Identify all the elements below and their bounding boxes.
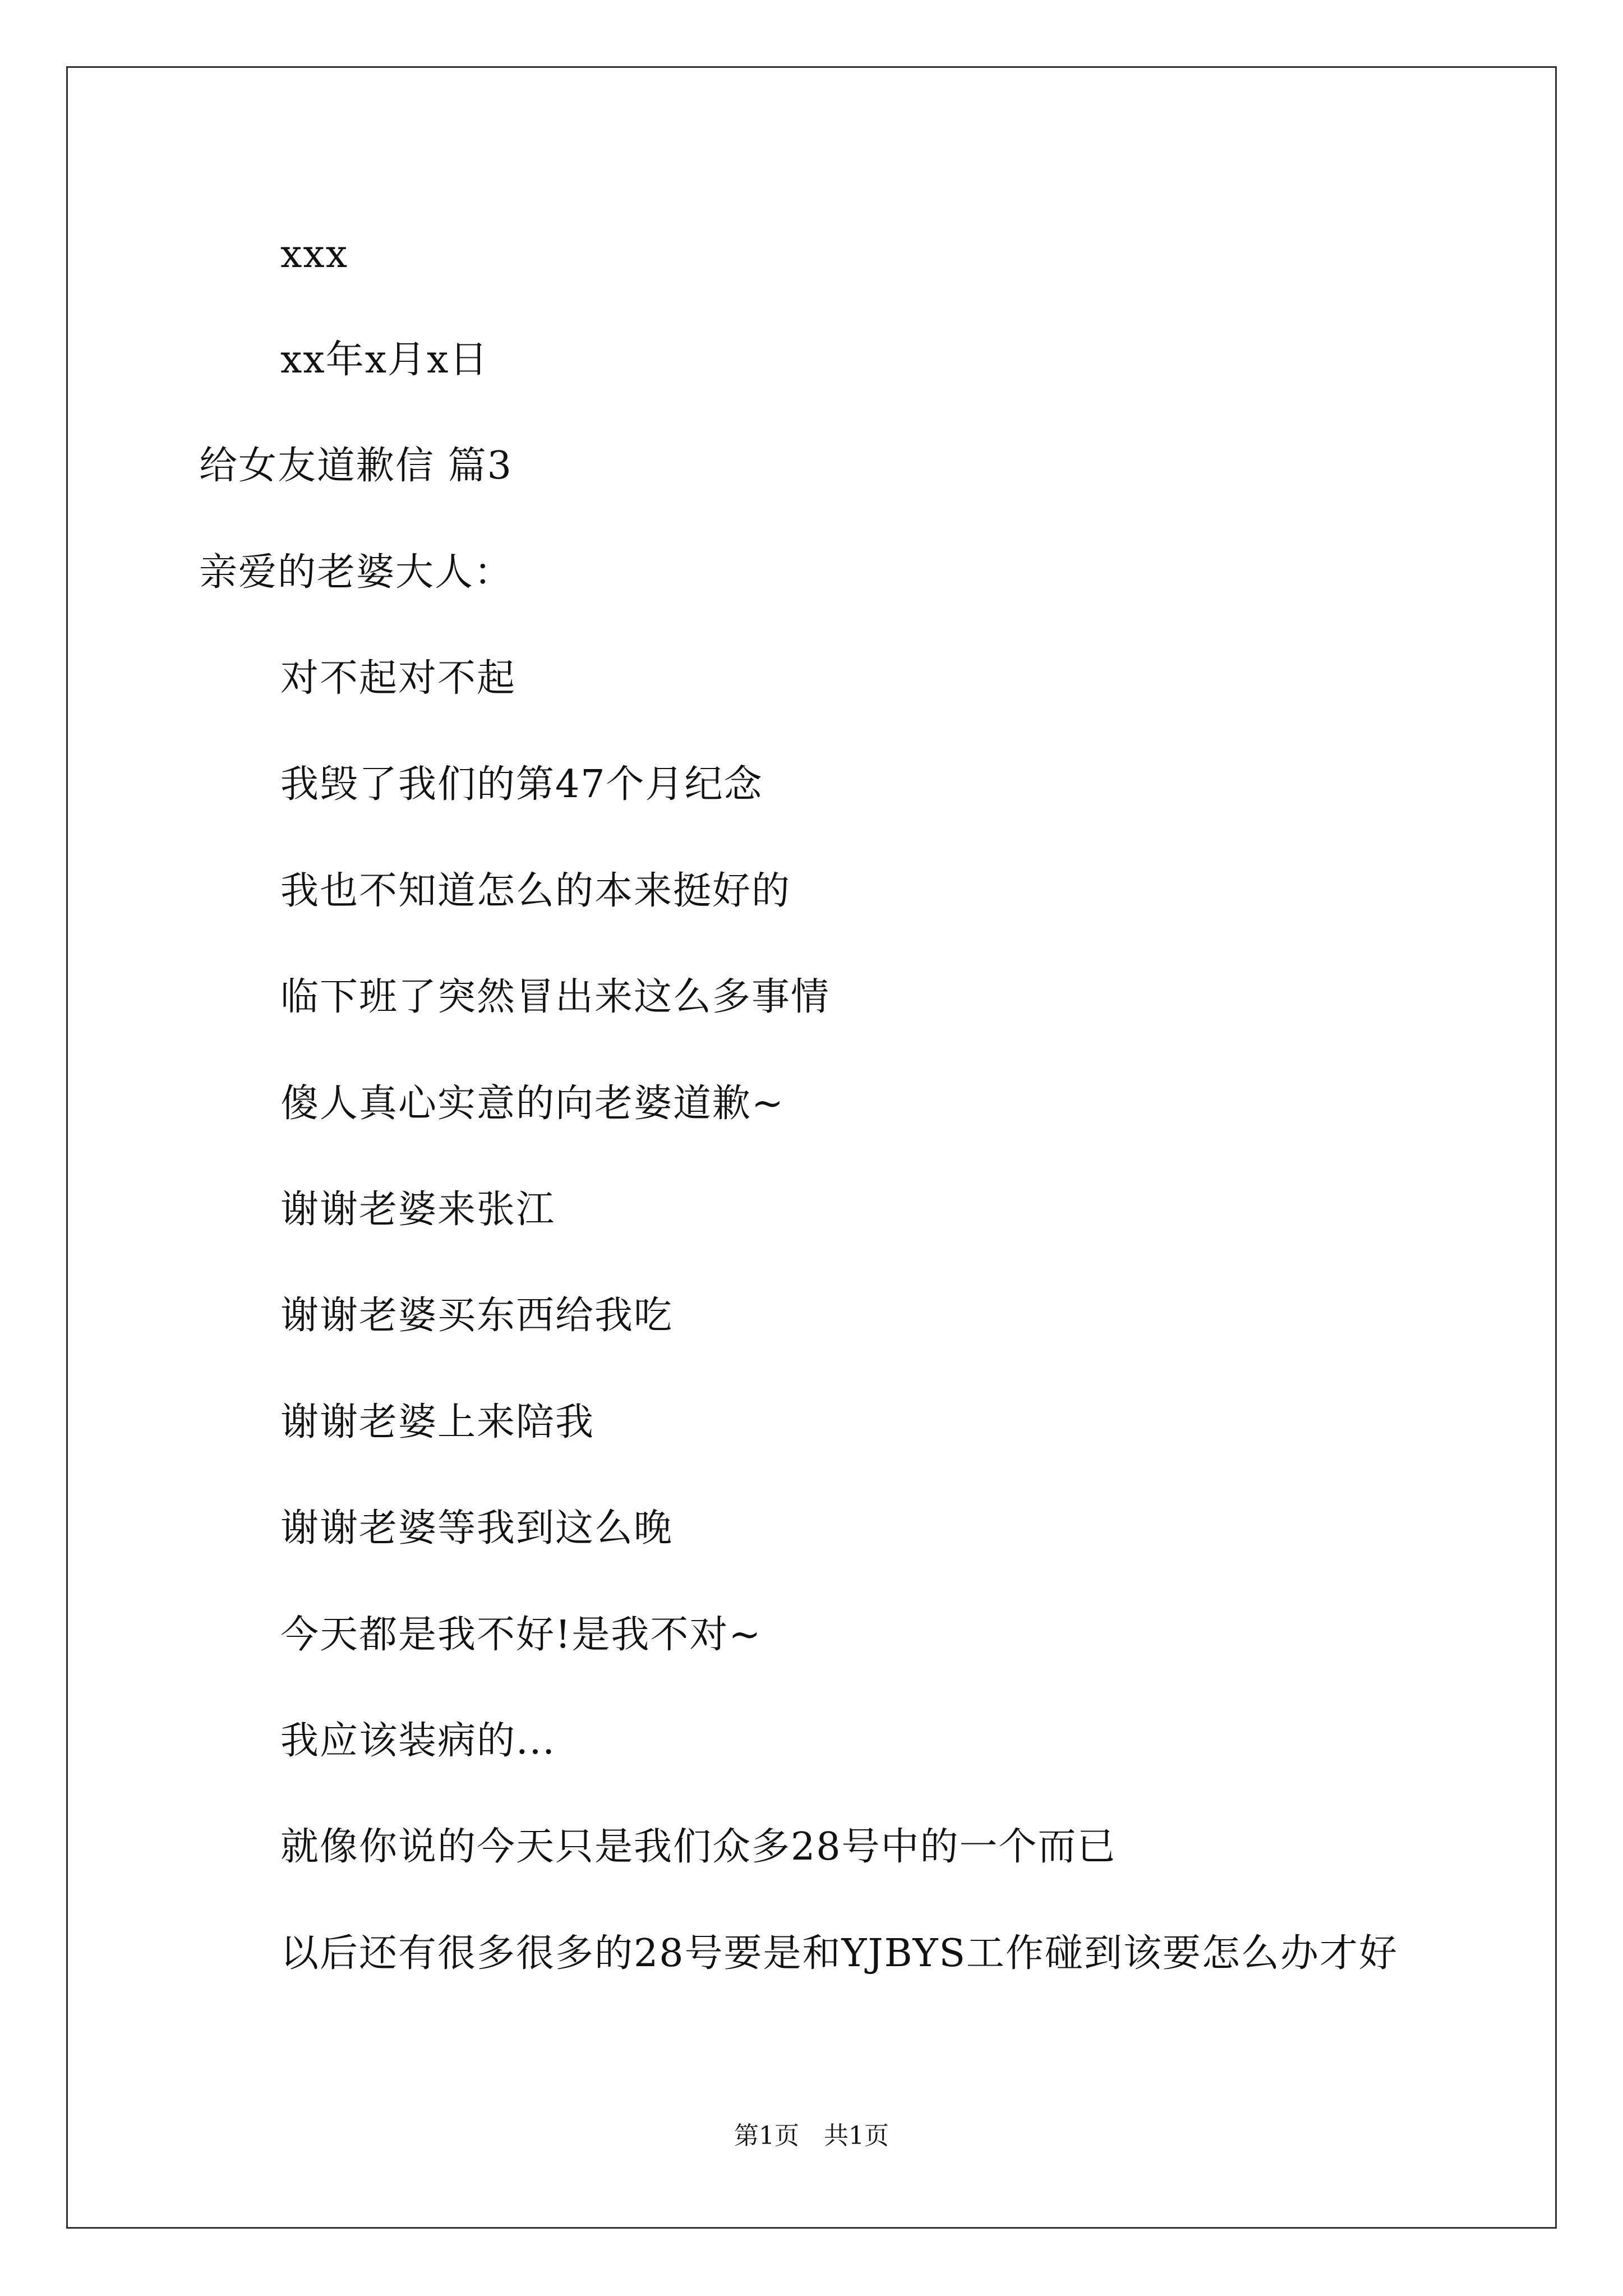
body-line-11: 我应该装病的... — [280, 1719, 556, 1763]
section-title: 给女友道歉信 篇3 — [199, 444, 513, 488]
page-footer — [0, 2124, 1623, 2148]
salutation: 亲爱的老婆大人： — [199, 550, 514, 595]
page-total: 共1页 — [824, 2122, 889, 2150]
body-line-13: 以后还有很多很多的28号要是和YJBYS工作碰到该要怎么办才好 — [280, 1931, 1398, 1976]
body-line-8: 谢谢老婆上来陪我 — [280, 1400, 595, 1444]
body-line-5: 傻人真心实意的向老婆道歉~ — [280, 1082, 785, 1126]
signature-name: xxx — [280, 232, 349, 277]
body-line-2: 我毁了我们的第47个月纪念 — [280, 762, 763, 807]
body-line-9: 谢谢老婆等我到这么晚 — [280, 1506, 674, 1550]
page-number: 第1页 — [734, 2122, 799, 2150]
body-line-12: 就像你说的今天只是我们众多28号中的一个而已 — [280, 1825, 1117, 1869]
body-line-6: 谢谢老婆来张江 — [280, 1188, 556, 1232]
body-line-4: 临下班了突然冒出来这么多事情 — [280, 975, 831, 1019]
page-frame — [66, 66, 1557, 2229]
body-line-3: 我也不知道怎么的本来挺好的 — [280, 869, 791, 913]
body-line-10: 今天都是我不好!是我不对~ — [280, 1613, 762, 1657]
signature-date: xx年x月x日 — [280, 338, 489, 382]
body-line-1: 对不起对不起 — [280, 656, 517, 701]
body-line-7: 谢谢老婆买东西给我吃 — [280, 1294, 674, 1338]
